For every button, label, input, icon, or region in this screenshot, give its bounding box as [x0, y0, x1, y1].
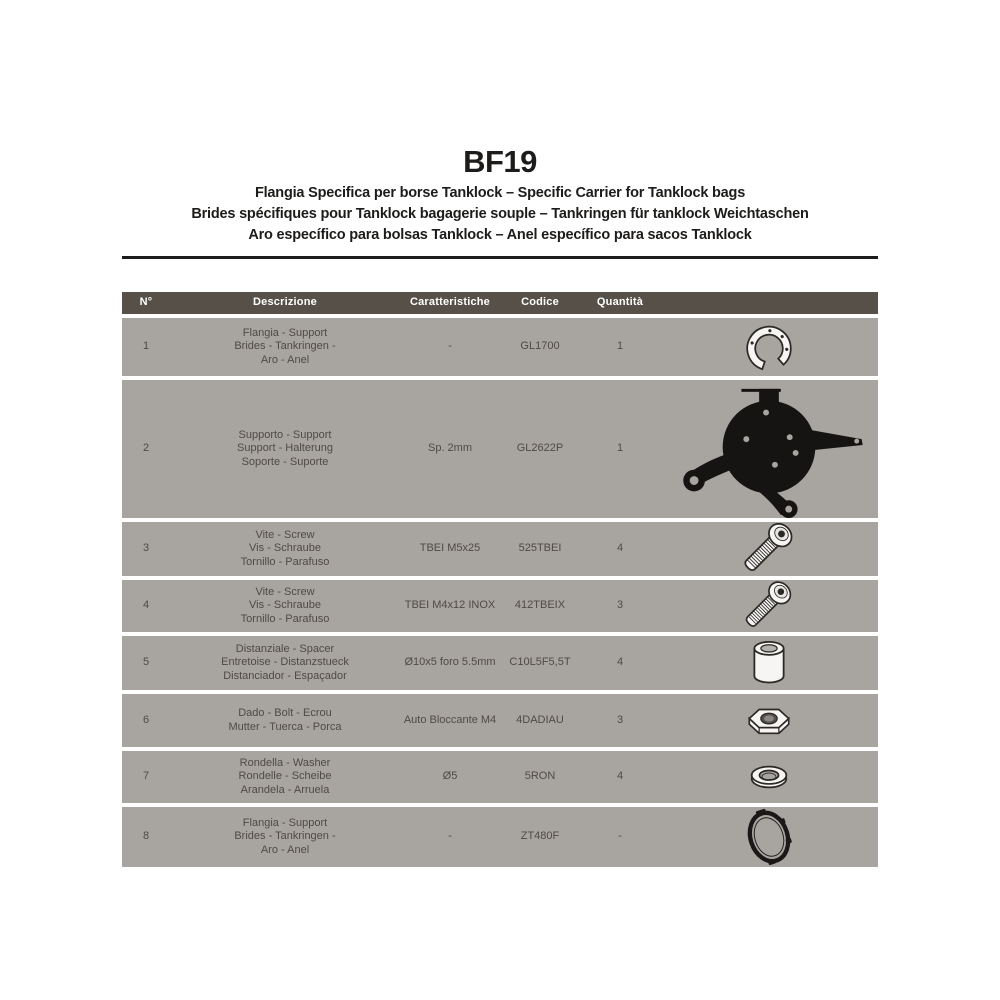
cell-part-image [660, 702, 878, 740]
cell-description [170, 529, 400, 570]
cell-description [170, 429, 400, 470]
screw-icon [732, 573, 806, 639]
cell-part-image [660, 805, 878, 869]
cell-quantity: 4 [616, 656, 624, 669]
cell-characteristics: - [448, 830, 452, 843]
cell-characteristics: Sp. 2mm [427, 442, 472, 455]
support-bracket-icon [669, 380, 869, 518]
cell-code: C10L5F5,5T [509, 656, 571, 669]
header-code: Codice [521, 296, 559, 309]
description-line: Aro - Anel [260, 843, 310, 856]
cell-part-image [660, 761, 878, 793]
description-line: Tornillo - Parafuso [240, 612, 330, 625]
cell-description [170, 643, 400, 684]
description-line: Vite - Screw [255, 585, 315, 598]
tanklock-ring-icon [739, 805, 799, 869]
title-divider-rule [122, 256, 878, 259]
description-line: Vis - Schraube [249, 599, 321, 612]
cell-code: 5RON [524, 770, 556, 783]
description-line: Aro - Anel [260, 353, 310, 366]
description-line: Vite - Screw [255, 528, 315, 541]
cell-description [170, 817, 400, 858]
subtitle-line-es-pt: Aro específico para bolsas Tanklock – Anel específico para sacos Tanklock [248, 227, 752, 243]
cell-characteristics: Ø10x5 foro 5.5mm [404, 656, 496, 669]
spacer-icon [746, 637, 792, 689]
cell-number: 7 [142, 770, 150, 783]
cell-number: 6 [142, 713, 150, 726]
description-line: Brides - Tankringen - [234, 830, 336, 843]
cell-number: 4 [142, 599, 150, 612]
parts-table [122, 292, 878, 867]
cell-quantity: - [618, 830, 622, 843]
description-line: Flangia - Support [242, 326, 328, 339]
table-row [122, 318, 878, 376]
cell-quantity: 4 [616, 542, 624, 555]
nut-icon [746, 702, 792, 740]
cell-code: GL2622P [516, 442, 564, 455]
table-row [122, 807, 878, 867]
header-characteristics: Caratteristiche [409, 296, 491, 309]
description-line: Supporto - Support [238, 428, 332, 441]
parts-sheet [122, 146, 878, 867]
description-line: Distanziale - Spacer [235, 642, 335, 655]
cell-characteristics: Ø5 [442, 770, 458, 783]
cell-quantity: 1 [616, 340, 624, 353]
cell-code: ZT480F [520, 830, 560, 843]
cell-quantity: 4 [616, 770, 624, 783]
description-line: Vis - Schraube [249, 542, 321, 555]
table-row [122, 751, 878, 803]
cell-part-image [660, 637, 878, 689]
cell-number: 3 [142, 542, 150, 555]
cell-code: 4DADIAU [516, 713, 564, 726]
description-line: Mutter - Tuerca - Porca [228, 720, 342, 733]
cell-code: GL1700 [520, 340, 560, 353]
cell-description [170, 757, 400, 798]
description-line: Support - Halterung [237, 442, 333, 455]
cell-part-image [660, 380, 878, 518]
description-line: Brides - Tankringen - [234, 340, 336, 353]
table-row [122, 636, 878, 690]
cell-description [170, 327, 400, 368]
table-row [122, 522, 878, 576]
table-row [122, 380, 878, 518]
cell-quantity: 3 [616, 599, 624, 612]
cell-quantity: 3 [616, 713, 624, 726]
cell-part-image [660, 318, 878, 376]
description-line: Arandela - Arruela [240, 783, 330, 796]
cell-number: 5 [142, 656, 150, 669]
description-line: Entretoise - Distanzstueck [221, 656, 349, 669]
cell-code: 412TBEIX [514, 599, 566, 612]
cell-characteristics: - [448, 340, 452, 353]
description-line: Rondella - Washer [239, 756, 331, 769]
subtitle-block [122, 183, 878, 246]
header-number: N° [139, 296, 153, 309]
cell-description [170, 586, 400, 627]
cell-code: 525TBEI [518, 542, 562, 555]
page-title: BF19 [463, 144, 537, 179]
table-row [122, 694, 878, 747]
cell-part-image [660, 573, 878, 639]
description-line: Flangia - Support [242, 816, 328, 829]
cell-characteristics: TBEI M5x25 [419, 542, 481, 555]
description-line: Distanciador - Espaçador [223, 669, 347, 682]
cell-number: 1 [142, 340, 150, 353]
cell-characteristics: TBEI M4x12 INOX [404, 599, 496, 612]
description-line: Rondelle - Scheibe [238, 770, 332, 783]
subtitle-line-fr-de: Brides spécifiques pour Tanklock bagagerie souple – Tankringen für tanklock Weichtaschen [191, 206, 809, 222]
cell-quantity: 1 [616, 442, 624, 455]
table-header-row [122, 292, 878, 314]
description-line: Tornillo - Parafuso [240, 555, 330, 568]
description-line: Dado - Bolt - Ecrou [238, 707, 332, 719]
subtitle-line-it-en: Flangia Specifica per borse Tanklock – Specific Carrier for Tanklock bags [254, 185, 746, 201]
flange-ring-icon [740, 318, 798, 376]
washer-icon [743, 761, 795, 793]
cell-description [170, 707, 400, 734]
header-quantity: Quantità [596, 296, 644, 309]
description-line: Soporte - Suporte [241, 455, 329, 468]
header-description: Descrizione [253, 296, 317, 309]
cell-number: 2 [142, 442, 150, 455]
cell-number: 8 [142, 830, 150, 843]
table-row [122, 580, 878, 632]
cell-characteristics: Auto Bloccante M4 [403, 713, 497, 726]
